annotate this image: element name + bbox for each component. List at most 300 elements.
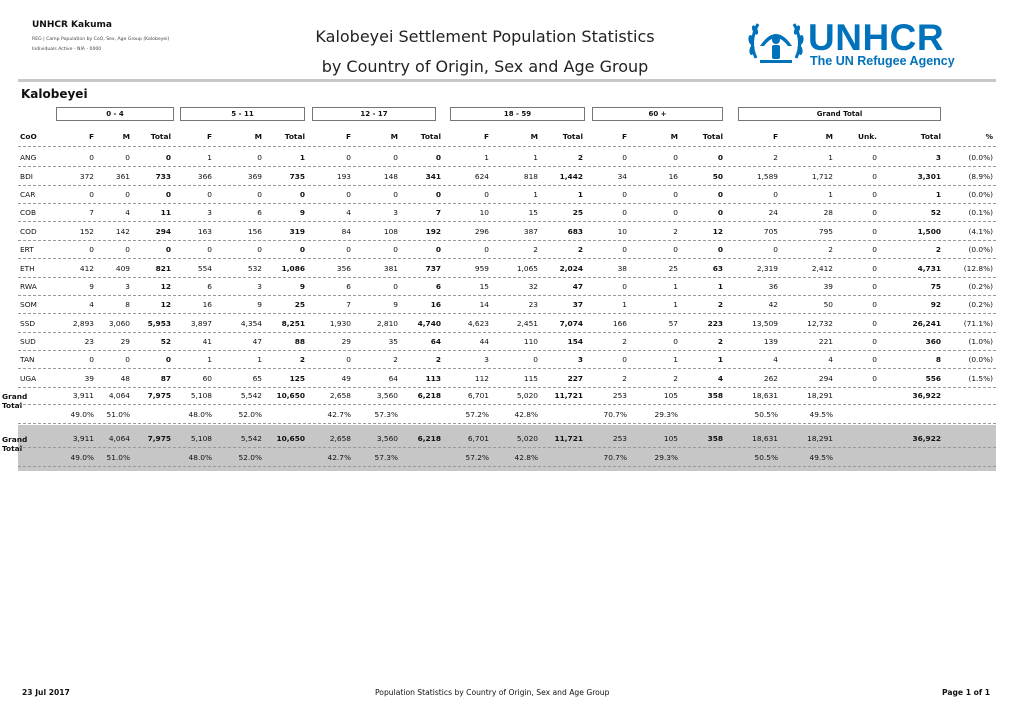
table-cell: 0 — [89, 190, 94, 199]
table-cell: 4 — [773, 355, 778, 364]
table-cell: 3 — [577, 355, 583, 364]
country-code: RWA — [20, 282, 37, 291]
grand-total-percent: 48.0% — [188, 453, 212, 462]
country-code: ERT — [20, 245, 34, 254]
grand-total-percent: 29.3% — [654, 410, 678, 419]
table-cell: 87 — [160, 374, 171, 383]
grand-total-percent: 51.0% — [106, 410, 130, 419]
country-code: COB — [20, 208, 37, 217]
column-header-m: M — [254, 132, 262, 141]
table-cell: 139 — [763, 337, 778, 346]
table-cell: 0 — [125, 245, 130, 254]
table-cell: (0.0%) — [968, 190, 993, 199]
table-cell: 39 — [84, 374, 94, 383]
table-cell: 84 — [341, 227, 351, 236]
table-cell: 0 — [622, 245, 627, 254]
logo-tagline: The UN Refugee Agency — [810, 54, 955, 68]
table-cell: 0 — [872, 374, 877, 383]
table-cell: 15 — [528, 208, 538, 217]
table-cell: 0 — [773, 245, 778, 254]
table-cell: 0 — [484, 190, 489, 199]
table-cell: 148 — [383, 172, 398, 181]
table-cell: 0 — [872, 282, 877, 291]
table-row — [18, 206, 996, 220]
table-cell: 9 — [299, 208, 305, 217]
grand-total-values-row — [18, 432, 996, 446]
table-cell: 795 — [818, 227, 833, 236]
table-cell: 16 — [430, 300, 441, 309]
table-cell: 556 — [925, 374, 941, 383]
table-cell: 0 — [484, 245, 489, 254]
table-cell: 0 — [393, 282, 398, 291]
table-cell: 1 — [673, 300, 678, 309]
column-header-row — [18, 130, 996, 144]
table-cell: 4,731 — [917, 264, 941, 273]
table-cell: 0 — [717, 208, 723, 217]
grand-total-percent: 57.2% — [465, 453, 489, 462]
table-cell: 737 — [425, 264, 441, 273]
table-cell: 0 — [673, 153, 678, 162]
grand-total-percent-row — [18, 408, 996, 422]
table-cell: 1 — [577, 190, 583, 199]
table-cell: 2 — [622, 337, 627, 346]
table-cell: 11 — [160, 208, 171, 217]
table-cell: 14 — [479, 300, 489, 309]
table-cell: 2,810 — [376, 319, 398, 328]
table-cell: 0 — [346, 190, 351, 199]
table-cell: 12,732 — [807, 319, 833, 328]
table-cell: 0 — [299, 190, 305, 199]
table-cell: 0 — [165, 245, 171, 254]
table-cell: 409 — [115, 264, 130, 273]
table-cell: 35 — [388, 337, 398, 346]
table-cell: 64 — [430, 337, 441, 346]
table-cell: 3,897 — [190, 319, 212, 328]
table-cell: 7 — [435, 208, 441, 217]
table-cell: 25 — [294, 300, 305, 309]
grand-total-cell: 6,218 — [417, 434, 441, 443]
table-cell: 366 — [197, 172, 212, 181]
grand-total-percent: 42.8% — [514, 410, 538, 419]
header-left — [32, 20, 232, 57]
table-cell: 64 — [388, 374, 398, 383]
table-cell: 23 — [528, 300, 538, 309]
table-cell: 7 — [346, 300, 351, 309]
table-cell: (71.1%) — [963, 319, 993, 328]
table-cell: 0 — [673, 337, 678, 346]
table-cell: 23 — [84, 337, 94, 346]
table-cell: 554 — [197, 264, 212, 273]
country-code: ANG — [20, 153, 37, 162]
table-cell: 29 — [341, 337, 351, 346]
table-cell: 0 — [872, 337, 877, 346]
table-cell: 152 — [79, 227, 94, 236]
grand-total-percent: 42.8% — [514, 453, 538, 462]
table-cell: 683 — [567, 227, 583, 236]
table-cell: 296 — [474, 227, 489, 236]
table-cell: 0 — [257, 153, 262, 162]
column-header-total: Total — [284, 132, 305, 141]
group-header-5-11: 5 - 11 — [180, 107, 305, 121]
table-row — [18, 353, 996, 367]
grand-total-cell: 18,291 — [807, 434, 833, 443]
table-cell: 0 — [872, 208, 877, 217]
table-cell: 1 — [533, 153, 538, 162]
table-cell: 0 — [872, 319, 877, 328]
grand-total-dash-line — [18, 423, 996, 424]
table-cell: 4 — [346, 208, 351, 217]
table-cell: 37 — [572, 300, 583, 309]
table-cell: 0 — [872, 245, 877, 254]
table-row — [18, 298, 996, 312]
grand-total-label-line2: Total — [2, 401, 23, 410]
country-code: CAR — [20, 190, 36, 199]
table-cell: 3 — [935, 153, 941, 162]
table-cell: 3 — [207, 208, 212, 217]
table-cell: 9 — [299, 282, 305, 291]
table-cell: 13,509 — [752, 319, 778, 328]
table-cell: 0 — [89, 355, 94, 364]
column-header-m: M — [825, 132, 833, 141]
table-cell: 57 — [668, 319, 678, 328]
grand-total-percent: 52.0% — [238, 410, 262, 419]
table-cell: 7,074 — [559, 319, 583, 328]
column-header-total: Total — [150, 132, 171, 141]
table-cell: 6 — [435, 282, 441, 291]
report-subtitle: REG | Camp Population by CoO, Sex, Age Group (Kalobeyei) — [32, 37, 170, 42]
logo-wordmark: UNHCR — [808, 17, 945, 58]
table-cell: 50 — [712, 172, 723, 181]
table-cell: 2 — [577, 153, 583, 162]
grand-total-percent: 42.7% — [327, 453, 351, 462]
table-cell: 0 — [207, 245, 212, 254]
grand-total-cell: 7,975 — [147, 391, 171, 400]
table-cell: 10 — [617, 227, 627, 236]
table-cell: 108 — [383, 227, 398, 236]
table-cell: 0 — [165, 355, 171, 364]
table-cell: (0.0%) — [968, 245, 993, 254]
country-code: ETH — [20, 264, 35, 273]
table-cell: 2 — [673, 374, 678, 383]
table-cell: 1 — [207, 355, 212, 364]
column-header-total: Total — [702, 132, 723, 141]
table-cell: 88 — [294, 337, 305, 346]
group-header-12-17: 12 - 17 — [312, 107, 436, 121]
table-cell: 8,251 — [281, 319, 305, 328]
table-cell: 12 — [160, 300, 171, 309]
table-cell: 9 — [393, 300, 398, 309]
table-cell: 821 — [155, 264, 171, 273]
table-cell: 0 — [872, 153, 877, 162]
table-cell: 166 — [612, 319, 627, 328]
table-cell: 113 — [425, 374, 441, 383]
grand-total-dash-line — [18, 404, 996, 405]
footer-page: Page 1 of 1 — [942, 688, 991, 697]
table-row — [18, 170, 996, 184]
table-cell: 4,354 — [240, 319, 262, 328]
table-cell: 0 — [673, 245, 678, 254]
table-cell: 49 — [341, 374, 351, 383]
table-cell: 0 — [717, 245, 723, 254]
table-cell: 705 — [763, 227, 778, 236]
table-cell: (12.8%) — [963, 264, 993, 273]
table-cell: 2,024 — [559, 264, 583, 273]
grand-total-percent: 49.5% — [809, 453, 833, 462]
table-cell: 24 — [768, 208, 778, 217]
table-cell: 36 — [768, 282, 778, 291]
table-cell: 0 — [622, 190, 627, 199]
table-row — [18, 280, 996, 294]
row-dash-line — [18, 258, 996, 259]
table-cell: 2 — [299, 355, 305, 364]
table-cell: 192 — [425, 227, 441, 236]
grand-total-percent: 49.0% — [70, 410, 94, 419]
table-cell: (1.5%) — [968, 374, 993, 383]
country-code: BDI — [20, 172, 33, 181]
title-line-1: Kalobeyei Settlement Population Statistics — [315, 27, 655, 46]
grand-total-cell: 2,658 — [329, 434, 351, 443]
grand-total-cell: 3,560 — [376, 391, 398, 400]
table-cell: 3 — [484, 355, 489, 364]
table-cell: 47 — [252, 337, 262, 346]
table-cell: 4,740 — [417, 319, 441, 328]
table-cell: 0 — [257, 245, 262, 254]
grand-total-cell: 4,064 — [108, 391, 130, 400]
table-cell: 381 — [383, 264, 398, 273]
grand-total-cell: 18,631 — [752, 434, 778, 443]
grand-total-cell: 11,721 — [554, 391, 583, 400]
table-cell: 0 — [393, 190, 398, 199]
table-cell: 0 — [717, 190, 723, 199]
unhcr-logo — [746, 16, 956, 70]
title-line-2: by Country of Origin, Sex and Age Group — [321, 57, 649, 76]
table-cell: 1 — [717, 355, 723, 364]
table-cell: 0 — [125, 190, 130, 199]
table-cell: 221 — [818, 337, 833, 346]
office-name: UNHCR Kakuma — [32, 20, 112, 30]
column-header-m: M — [122, 132, 130, 141]
grand-total-cell: 6,701 — [467, 434, 489, 443]
grand-total-label-line1: Grand — [2, 435, 28, 444]
grand-total-cell: 18,631 — [752, 391, 778, 400]
table-cell: 47 — [572, 282, 583, 291]
table-cell: 0 — [773, 190, 778, 199]
table-cell: 3 — [125, 282, 130, 291]
table-cell: 154 — [567, 337, 583, 346]
table-cell: 38 — [617, 264, 627, 273]
table-cell: 227 — [567, 374, 583, 383]
table-row — [18, 243, 996, 257]
column-header-f: F — [772, 132, 778, 141]
table-cell: 2,319 — [756, 264, 778, 273]
table-cell: 0 — [165, 153, 171, 162]
grand-total-cell: 5,108 — [190, 391, 212, 400]
table-cell: 0 — [872, 172, 877, 181]
grand-total-cell: 358 — [707, 391, 723, 400]
table-cell: (0.0%) — [968, 153, 993, 162]
table-cell: 0 — [622, 153, 627, 162]
table-cell: 44 — [479, 337, 489, 346]
grand-total-cell: 253 — [612, 434, 627, 443]
table-cell: 0 — [125, 153, 130, 162]
country-code: COD — [20, 227, 37, 236]
grand-total-cell: 105 — [663, 391, 678, 400]
grand-total-cell: 5,542 — [240, 434, 262, 443]
table-cell: 0 — [872, 227, 877, 236]
table-cell: 341 — [425, 172, 441, 181]
table-cell: 2 — [935, 245, 941, 254]
table-cell: 12 — [160, 282, 171, 291]
table-cell: 0 — [622, 355, 627, 364]
table-cell: 142 — [115, 227, 130, 236]
table-cell: 4 — [717, 374, 723, 383]
footer-center: Population Statistics by Country of Origin, Sex and Age Group — [375, 688, 610, 697]
table-cell: 1 — [484, 153, 489, 162]
grand-total-percent: 49.5% — [809, 410, 833, 419]
table-cell: (1.0%) — [968, 337, 993, 346]
table-cell: (0.2%) — [968, 282, 993, 291]
table-cell: 294 — [818, 374, 833, 383]
grand-total-cell: 5,020 — [516, 434, 538, 443]
column-header-unk: Unk. — [858, 132, 877, 141]
group-header-60-plus: 60 + — [592, 107, 723, 121]
grand-total-cell: 5,542 — [240, 391, 262, 400]
table-cell: 28 — [823, 208, 833, 217]
row-dash-line — [18, 295, 996, 296]
grand-total-percent: 52.0% — [238, 453, 262, 462]
table-cell: 735 — [289, 172, 305, 181]
header-dash-line — [18, 146, 996, 147]
row-dash-line — [18, 185, 996, 186]
table-cell: 1,086 — [281, 264, 305, 273]
grand-total-percent: 50.5% — [754, 410, 778, 419]
table-cell: (0.1%) — [968, 208, 993, 217]
table-cell: 4 — [828, 355, 833, 364]
grand-total-label-line2: Total — [2, 444, 23, 453]
grand-total-percent: 57.3% — [374, 453, 398, 462]
table-cell: 0 — [89, 245, 94, 254]
grand-total-dash-line — [18, 447, 996, 448]
table-cell: 2,893 — [72, 319, 94, 328]
table-cell: 52 — [930, 208, 941, 217]
table-cell: 2 — [533, 245, 538, 254]
grand-total-cell: 105 — [663, 434, 678, 443]
column-header-m: M — [670, 132, 678, 141]
header-divider — [18, 79, 996, 82]
table-cell: 356 — [336, 264, 351, 273]
table-cell: 65 — [252, 374, 262, 383]
grand-total-percent: 57.2% — [465, 410, 489, 419]
column-header-coo: CoO — [20, 132, 37, 141]
column-header-m: M — [390, 132, 398, 141]
grand-total-cell: 7,975 — [147, 434, 171, 443]
table-cell: 223 — [707, 319, 723, 328]
table-cell: 42 — [768, 300, 778, 309]
grand-total-percent: 29.3% — [654, 453, 678, 462]
table-cell: 1 — [533, 190, 538, 199]
table-cell: 0 — [346, 153, 351, 162]
country-code: SOM — [20, 300, 37, 309]
table-cell: 372 — [79, 172, 94, 181]
table-cell: 0 — [346, 355, 351, 364]
country-code: TAN — [20, 355, 35, 364]
table-cell: 387 — [523, 227, 538, 236]
table-cell: 1 — [257, 355, 262, 364]
table-cell: 193 — [336, 172, 351, 181]
table-cell: (0.2%) — [968, 300, 993, 309]
grand-total-cell: 6,701 — [467, 391, 489, 400]
grand-total-percent: 48.0% — [188, 410, 212, 419]
table-cell: 360 — [925, 337, 941, 346]
table-cell: 2,451 — [516, 319, 538, 328]
table-cell: 3,301 — [917, 172, 941, 181]
column-header-f: F — [88, 132, 94, 141]
table-cell: 6 — [207, 282, 212, 291]
table-cell: 294 — [155, 227, 171, 236]
table-cell: 2 — [577, 245, 583, 254]
table-cell: 532 — [247, 264, 262, 273]
table-cell: 110 — [523, 337, 538, 346]
row-dash-line — [18, 387, 996, 388]
table-cell: 50 — [823, 300, 833, 309]
grand-total-percent: 70.7% — [603, 410, 627, 419]
table-cell: 1 — [935, 190, 941, 199]
table-cell: 2 — [435, 355, 441, 364]
table-cell: 0 — [435, 190, 441, 199]
row-dash-line — [18, 350, 996, 351]
table-row — [18, 188, 996, 202]
settlement-name: Kalobeyei — [21, 87, 88, 101]
table-cell: 10 — [479, 208, 489, 217]
table-cell: 60 — [202, 374, 212, 383]
grand-total-cell: 3,911 — [72, 434, 94, 443]
column-header-f: F — [483, 132, 489, 141]
table-cell: 92 — [930, 300, 941, 309]
table-cell: (4.1%) — [968, 227, 993, 236]
country-code: SUD — [20, 337, 36, 346]
table-cell: 52 — [160, 337, 171, 346]
table-cell: 262 — [763, 374, 778, 383]
table-cell: 1 — [828, 190, 833, 199]
table-cell: 0 — [125, 355, 130, 364]
table-cell: 1 — [828, 153, 833, 162]
table-cell: 2 — [773, 153, 778, 162]
table-cell: 818 — [523, 172, 538, 181]
column-header-m: M — [530, 132, 538, 141]
grand-total-percent: 42.7% — [327, 410, 351, 419]
table-row — [18, 151, 996, 165]
table-cell: 1 — [622, 300, 627, 309]
column-header-total: Total — [562, 132, 583, 141]
report-title — [250, 22, 720, 82]
row-dash-line — [18, 203, 996, 204]
table-row — [18, 372, 996, 386]
table-cell: 5,953 — [147, 319, 171, 328]
table-cell: 0 — [89, 153, 94, 162]
table-cell: 0 — [165, 190, 171, 199]
group-header-grand-total: Grand Total — [738, 107, 941, 121]
table-cell: 0 — [533, 355, 538, 364]
table-cell: 0 — [435, 153, 441, 162]
grand-total-cell: 6,218 — [417, 391, 441, 400]
grand-total-label-line1: Grand — [2, 392, 28, 401]
table-cell: 2 — [622, 374, 627, 383]
column-header-f: F — [206, 132, 212, 141]
table-cell: 361 — [115, 172, 130, 181]
row-dash-line — [18, 221, 996, 222]
row-dash-line — [18, 240, 996, 241]
grand-total-values-row — [18, 389, 996, 403]
